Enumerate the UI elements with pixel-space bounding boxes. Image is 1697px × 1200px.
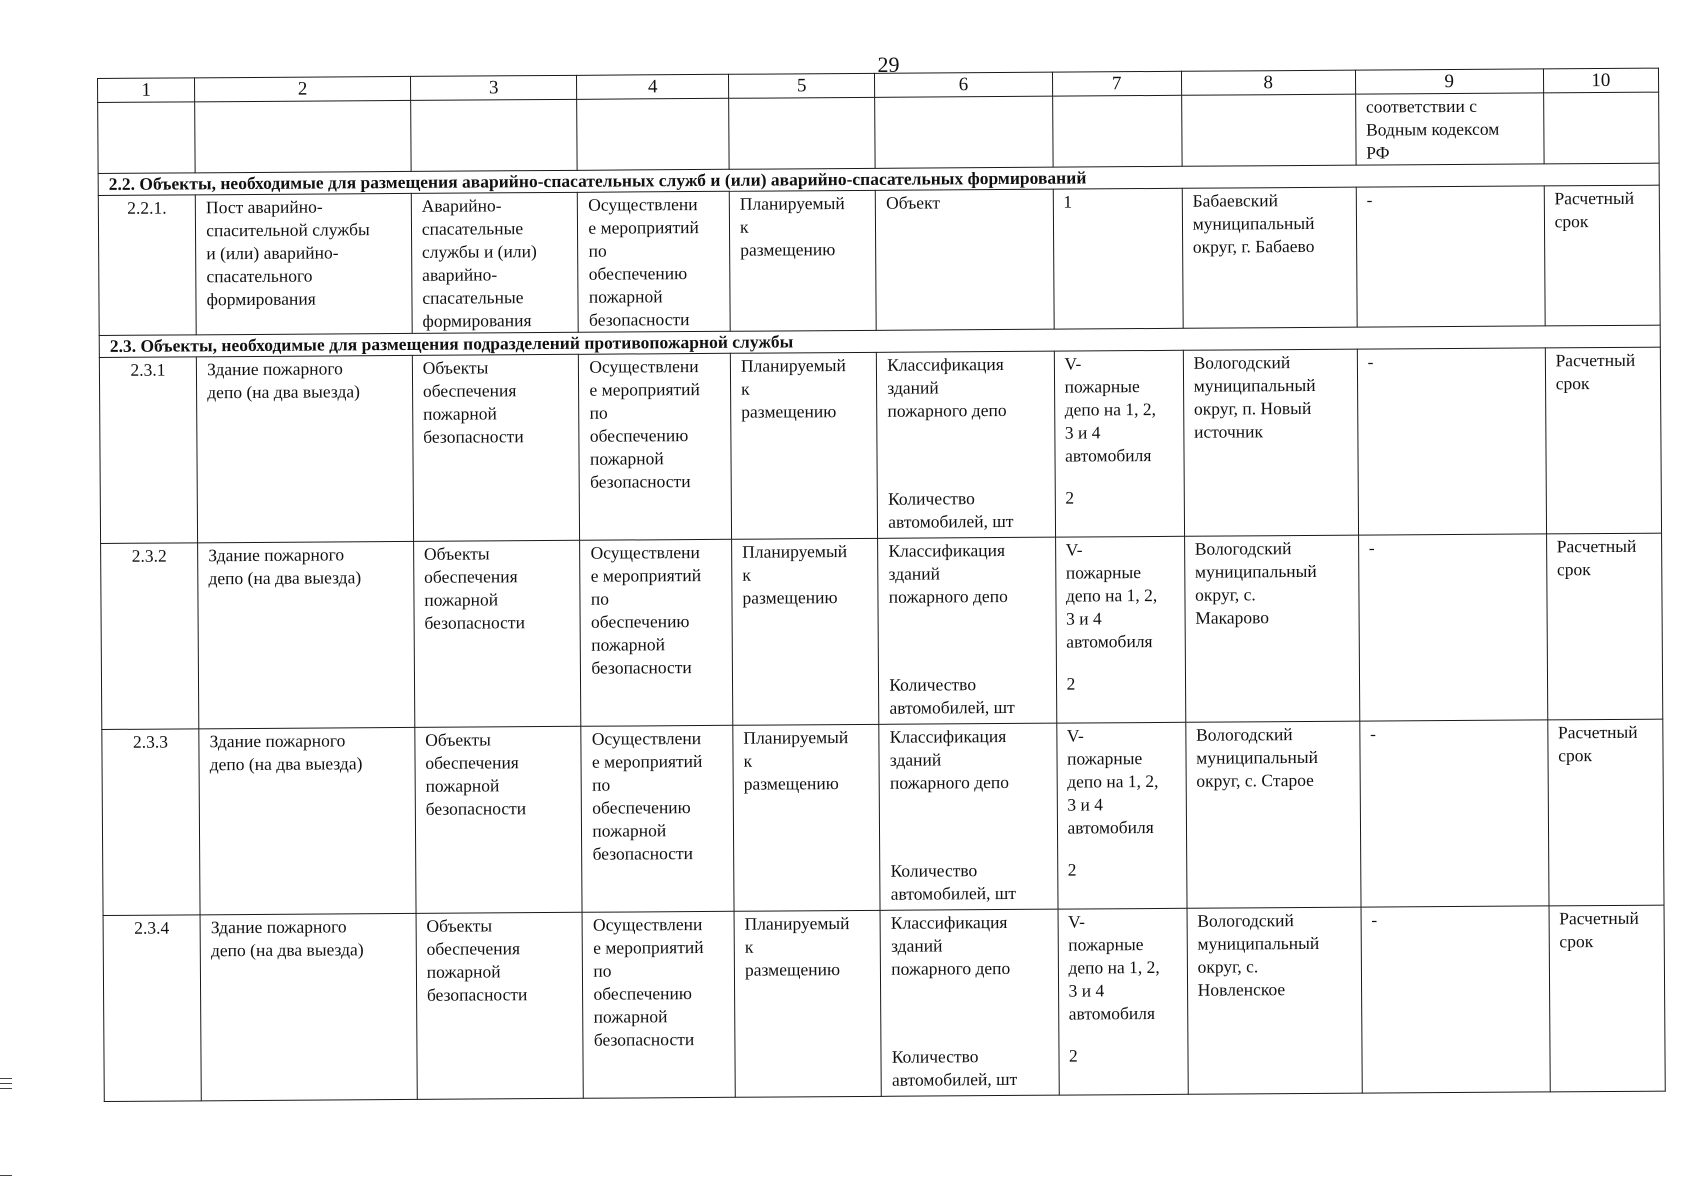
object-type-cell [416, 912, 584, 1099]
text-line: муниципальный [1194, 560, 1317, 582]
text-line: пожарной [593, 1006, 668, 1027]
table-row [101, 533, 1663, 729]
text-line: Планируемый [740, 355, 846, 376]
cell-empty [98, 102, 196, 174]
zone-cell: - [1357, 348, 1546, 535]
continuation-row [98, 92, 1659, 173]
cell-stack [1066, 538, 1175, 723]
text-line: пожарной [425, 775, 500, 796]
text-line: депо (на два выезда) [207, 381, 360, 403]
text-line: к [739, 216, 749, 237]
text-line: Макарово [1195, 607, 1270, 628]
cell-bottom-text: 2 [1066, 673, 1076, 694]
status-cell [729, 190, 876, 331]
object-type-cell [411, 192, 578, 333]
purpose-cell [578, 191, 731, 332]
text-line: размещению [740, 239, 836, 260]
text-line: округ, п. Новый [1193, 397, 1312, 419]
text-line: автомобиля [1067, 817, 1154, 838]
term-cell [1546, 533, 1663, 720]
text-line: Пост аварийно- [205, 196, 323, 218]
text-line: пожарного депо [889, 771, 1010, 793]
text-line: Водным кодексом [1366, 118, 1500, 140]
text-line: Здание пожарного [209, 730, 346, 752]
characteristic-cell [878, 537, 1056, 724]
text-line: срок [1555, 373, 1590, 394]
text-line: безопасности [424, 612, 525, 633]
text-line: Расчетный [1559, 907, 1639, 929]
purpose-cell [580, 539, 733, 726]
text-line: Объекты [423, 543, 490, 564]
location-cell [1183, 349, 1358, 536]
text-line: службы и (или) [421, 241, 537, 262]
cell-water-code-note [1355, 93, 1543, 165]
text-line: пожарной [426, 961, 501, 982]
status-cell [732, 538, 879, 725]
text-line: пожарной [422, 403, 497, 424]
column-number: 2 [195, 76, 411, 101]
purpose-cell [579, 353, 732, 540]
purpose-cell [582, 911, 735, 1098]
text-line: зданий [888, 563, 941, 584]
text-line: V- [1066, 725, 1084, 746]
text-line: депо на 1, 2, [1067, 770, 1159, 792]
text-line: Планируемый [742, 541, 848, 562]
text-line: срок [1558, 745, 1592, 766]
cell-empty [577, 98, 729, 170]
margin-mark [0, 1175, 12, 1176]
text-line: безопасности [425, 798, 527, 819]
characteristic-cell [879, 723, 1057, 910]
text-line: Осуществлени [588, 194, 698, 215]
cell-stack [888, 539, 1045, 724]
text-line: Классификация [890, 911, 1008, 933]
text-line: РФ [1366, 142, 1390, 163]
cell-top-text [890, 725, 1047, 795]
text-line: Осуществлени [592, 914, 703, 935]
text-line: депо (на два выезда) [208, 567, 362, 589]
text-line: 3 и 4 [1066, 608, 1102, 629]
zone-cell: - [1361, 906, 1550, 1093]
cell-top-text [888, 539, 1045, 609]
text-line: Здание пожарного [210, 916, 347, 938]
value-cell [1055, 536, 1185, 723]
text-line: зданий [890, 935, 943, 956]
row-number: 2.3.1 [99, 357, 197, 544]
page-number: 29 [877, 52, 900, 77]
text-line: безопасности [588, 309, 690, 330]
cell-stack [1068, 910, 1177, 1095]
text-line: обеспечению [590, 611, 690, 632]
cell-top-text [1068, 910, 1177, 1026]
text-line: к [744, 936, 754, 957]
purpose-cell [581, 725, 734, 912]
table-row-2-2-1 [98, 185, 1660, 335]
text-line: Объекты [425, 729, 491, 750]
text-line: срок [1554, 211, 1589, 232]
table-row [102, 719, 1664, 915]
text-line: V- [1065, 539, 1083, 560]
table-row [103, 905, 1665, 1101]
cell-bottom-text [888, 487, 1014, 534]
value-cell [1056, 722, 1186, 909]
text-line: 3 и 4 [1068, 980, 1105, 1001]
column-number: 10 [1543, 68, 1659, 93]
cell-empty [195, 100, 411, 172]
text-line: Классификация [887, 353, 1004, 375]
cell-stack [1067, 724, 1176, 909]
margin-mark [0, 1078, 12, 1079]
text-line: обеспечению [588, 263, 688, 284]
text-line: автомобилей, шт [891, 1068, 1018, 1090]
status-cell [734, 910, 881, 1097]
object-name-cell [199, 727, 416, 914]
object-name-cell [195, 193, 412, 334]
text-line: Количество [890, 860, 978, 881]
term-cell [1549, 905, 1666, 1092]
cell-empty [875, 96, 1053, 168]
row-number: 2.3.2 [101, 543, 199, 730]
row-number: 2.3.4 [103, 915, 201, 1102]
text-line: Объекты [422, 357, 489, 378]
text-line: е мероприятий [593, 936, 704, 958]
margin-mark [0, 1083, 12, 1084]
object-type-cell [412, 354, 580, 541]
text-line: спасательные [421, 218, 524, 239]
value-cell [1054, 350, 1184, 537]
cell-empty [1543, 92, 1659, 164]
text-line: обеспечения [422, 380, 517, 401]
text-line: спасательного [206, 265, 313, 287]
text-line: срок [1559, 931, 1594, 952]
cell-stack [887, 353, 1044, 538]
object-type-cell [413, 540, 581, 727]
text-line: Вологодский [1193, 352, 1291, 373]
text-line: округ, с. [1195, 584, 1256, 605]
text-line: размещению [741, 401, 837, 422]
text-line: пожарной [591, 634, 666, 655]
cell-top-text [1066, 538, 1175, 654]
text-line: Осуществлени [591, 728, 702, 749]
text-line: Здание пожарного [207, 358, 343, 380]
status-cell [730, 352, 877, 539]
text-line: пожарного депо [891, 957, 1011, 979]
column-number: 3 [410, 75, 577, 100]
text-line: Расчетный [1556, 535, 1637, 557]
text-line: Планируемый [744, 913, 850, 934]
text-line: пожарного депо [887, 399, 1007, 421]
text-line: и (или) аварийно- [206, 242, 339, 264]
column-number: 8 [1181, 70, 1355, 95]
text-line: Планируемый [743, 727, 849, 748]
text-line: Планируемый [739, 193, 845, 214]
zone-cell: - [1356, 186, 1545, 327]
text-line: спасительной службы [206, 219, 370, 241]
table-body [98, 68, 1666, 1101]
row-number: 2.2.1. [98, 195, 196, 336]
text-line: Осуществлени [589, 356, 699, 377]
text-line: безопасности [593, 1029, 695, 1050]
object-name-cell [197, 355, 414, 542]
text-line: спасательные [422, 287, 524, 308]
text-line: обеспечения [424, 566, 518, 587]
text-line: е мероприятий [589, 379, 700, 400]
cell-stack [891, 911, 1048, 1096]
cell-stack [890, 725, 1047, 910]
column-number: 7 [1052, 71, 1181, 96]
text-line: автомобилей, шт [888, 510, 1014, 532]
text-line: безопасности [591, 657, 692, 678]
text-line: е мероприятий [590, 565, 702, 586]
text-line: муниципальный [1196, 746, 1319, 768]
cell-stack [1064, 352, 1173, 537]
cell-empty [1052, 95, 1182, 167]
object-name-cell [200, 913, 417, 1100]
text-line: Вологодский [1196, 724, 1293, 745]
text-line: Расчетный [1555, 349, 1636, 371]
text-line: муниципальный [1192, 212, 1315, 234]
zone-cell: - [1360, 720, 1549, 907]
text-line: срок [1556, 559, 1591, 580]
characteristic-cell [880, 909, 1058, 1096]
cell-bottom-text [892, 1045, 1018, 1092]
text-line: обеспечения [426, 938, 521, 959]
column-number: 1 [98, 78, 195, 103]
text-line: е мероприятий [588, 217, 699, 238]
column-number: 4 [577, 74, 729, 99]
text-line: формирования [206, 288, 316, 310]
cell-empty [1181, 94, 1355, 166]
text-line: автомобиля [1068, 1003, 1156, 1024]
text-line: обеспечению [592, 797, 691, 818]
text-line: депо на 1, 2, [1068, 956, 1160, 978]
text-line: пожарной [424, 589, 499, 610]
cell-bottom-text [890, 859, 1016, 906]
text-line: округ, г. Бабаево [1192, 235, 1315, 257]
text-line: размещению [743, 773, 839, 794]
cell-top-text [891, 911, 1048, 981]
zone-cell: - [1358, 534, 1547, 721]
text-line: по [588, 240, 607, 261]
value-cell: 1 [1053, 188, 1183, 329]
term-cell [1545, 347, 1662, 534]
text-line: V- [1068, 911, 1086, 932]
text-line: депо (на два выезда) [210, 939, 364, 961]
status-cell [733, 724, 880, 911]
text-line: Классификация [889, 725, 1007, 747]
text-line: пожарного депо [888, 585, 1008, 607]
characteristic-cell: Объект [876, 189, 1054, 330]
text-line: обеспечению [593, 983, 693, 1004]
term-cell [1544, 185, 1660, 326]
text-line: автомобиля [1064, 445, 1152, 466]
text-line: депо на 1, 2, [1065, 584, 1158, 606]
value-cell [1058, 908, 1188, 1095]
text-line: к [742, 564, 751, 585]
column-number: 5 [728, 73, 874, 98]
text-line: формирования [422, 310, 532, 331]
text-line: округ, с. [1197, 956, 1259, 977]
text-line: Классификация [888, 539, 1006, 561]
text-line: по [590, 588, 610, 609]
text-line: соответствии с [1365, 95, 1478, 117]
text-line: муниципальный [1197, 932, 1320, 954]
text-line: автомобилей, шт [889, 696, 1015, 718]
object-name-cell [198, 541, 415, 728]
text-line: Количество [888, 488, 975, 509]
text-line: обеспечению [589, 425, 689, 446]
column-number: 6 [875, 72, 1052, 97]
term-cell [1547, 719, 1664, 906]
text-line: Вологодский [1197, 910, 1294, 931]
section-2-2-title: 2.2. Объекты, необходимые для размещения аварийно-спасательных служб и (или) аварийно-спасательных формирований [98, 163, 1659, 195]
text-line: V- [1064, 353, 1082, 374]
document-sheet [97, 68, 1666, 1102]
text-line: обеспечения [425, 752, 519, 773]
location-cell [1182, 187, 1357, 328]
text-line: безопасности [426, 984, 528, 1005]
cell-bottom-text: 2 [1068, 1045, 1078, 1066]
text-line: по [593, 960, 612, 981]
text-line: зданий [887, 377, 939, 398]
text-line: безопасности [423, 426, 524, 447]
table-row [99, 347, 1661, 543]
text-line: автомобиля [1066, 631, 1153, 652]
text-line: пожарной [589, 448, 664, 469]
text-line: Аварийно- [421, 195, 502, 216]
text-line: по [592, 774, 611, 795]
cell-top-text [1064, 352, 1173, 468]
text-line: пожарной [592, 820, 667, 841]
location-cell [1185, 721, 1360, 908]
text-line: безопасности [592, 843, 694, 864]
text-line: зданий [889, 749, 942, 770]
cell-top-text [887, 353, 1044, 423]
characteristic-cell [877, 351, 1055, 538]
text-line: пожарной [588, 286, 663, 307]
text-line: Объекты [426, 915, 493, 936]
text-line: пожарные [1066, 748, 1143, 769]
margin-mark [0, 1088, 12, 1089]
cell-empty [729, 97, 876, 169]
text-line: округ, с. Старое [1196, 769, 1314, 791]
section-2-3-title: 2.3. Объекты, необходимые для размещения подразделений противопожарной службы [99, 325, 1660, 357]
cell-top-text [1067, 724, 1176, 840]
text-line: Вологодский [1194, 538, 1292, 559]
text-line: пожарные [1064, 376, 1140, 397]
text-line: 3 и 4 [1067, 794, 1104, 815]
text-line: безопасности [590, 471, 691, 492]
text-line: Бабаевский [1192, 190, 1279, 211]
location-cell [1184, 535, 1359, 722]
text-line: Расчетный [1557, 721, 1638, 743]
cell-bottom-text: 2 [1065, 487, 1075, 508]
text-line: муниципальный [1193, 374, 1316, 396]
location-cell [1187, 907, 1362, 1094]
object-type-cell [415, 726, 583, 913]
row-number: 2.3.3 [102, 729, 200, 916]
text-line: пожарные [1065, 562, 1142, 583]
text-line: к [743, 750, 753, 771]
text-line: источник [1193, 421, 1264, 442]
planning-table [97, 68, 1666, 1102]
text-line: Новленское [1197, 979, 1286, 1000]
text-line: аварийно- [422, 264, 498, 285]
text-line: размещению [742, 587, 838, 608]
text-line: Количество [891, 1046, 979, 1067]
text-line: Расчетный [1554, 187, 1635, 209]
text-line: 3 и 4 [1064, 422, 1101, 443]
text-line: автомобилей, шт [890, 882, 1017, 904]
text-line: размещению [744, 959, 841, 980]
text-line: Здание пожарного [208, 544, 345, 566]
column-number: 9 [1355, 69, 1543, 94]
cell-bottom-text: 2 [1067, 859, 1077, 880]
text-line: депо на 1, 2, [1064, 398, 1157, 420]
text-line: пожарные [1068, 934, 1144, 955]
text-line: е мероприятий [591, 751, 703, 772]
text-line: по [589, 402, 608, 423]
cell-bottom-text [889, 673, 1015, 720]
text-line: Осуществлени [590, 542, 700, 563]
text-line: депо (на два выезда) [209, 753, 363, 775]
cell-empty [410, 99, 577, 171]
text-line: Количество [889, 674, 977, 695]
text-line: к [741, 378, 750, 399]
